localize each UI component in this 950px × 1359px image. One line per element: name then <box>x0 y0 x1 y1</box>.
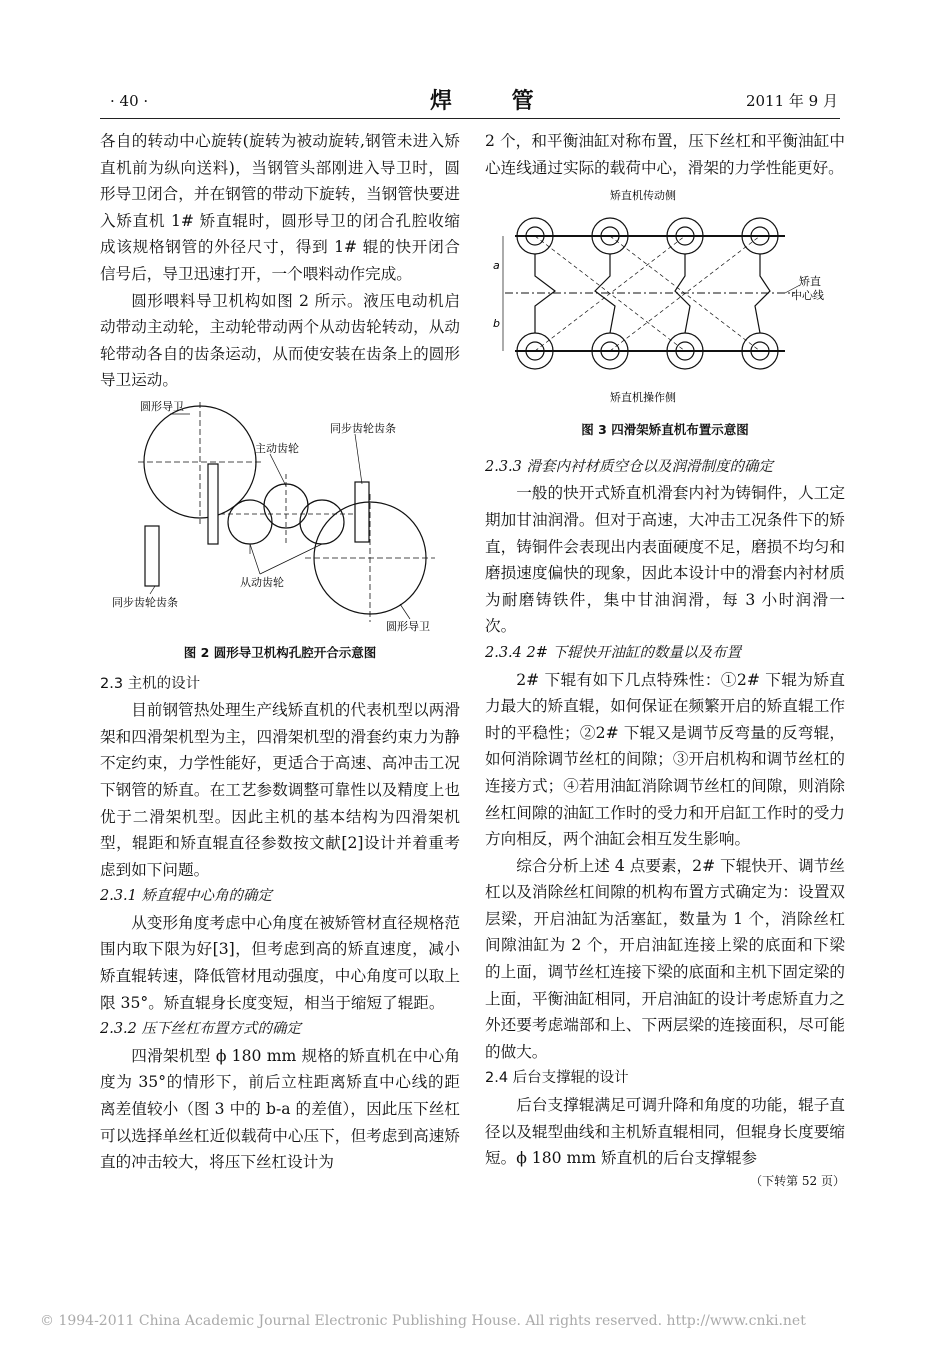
section-heading-2-3-1: 2.3.1 矫直辊中心角的确定 <box>100 888 273 905</box>
right-column <box>485 128 845 1190</box>
figure-2-caption: 图 2 圆形导卫机构孔腔开合示意图 <box>183 644 377 660</box>
header-rule <box>100 118 840 119</box>
fig2-label-driven-gear: 从动齿轮 <box>240 575 284 589</box>
figure-3-caption: 图 3 四滑架矫直机布置示意图 <box>581 421 749 437</box>
rack-right <box>355 482 369 542</box>
issue-date: 2011 年 9 月 <box>745 92 838 110</box>
section-heading-2-3-4: 2.3.4 2# 下辊快开油缸的数量以及布置 <box>485 644 741 661</box>
rack-lower-left <box>145 526 159 586</box>
paragraph: 后台支撑辊满足可调升降和角度的功能，辊子直径以及辊型曲线和主机矫直辊相同，但辊身长度要缩短。ϕ 180 mm 矫直机的后台支撑辊参 <box>485 1096 845 1168</box>
continued-note: （下转第 52 页） <box>750 1173 845 1188</box>
fig3-label-center-1: 矫直 <box>799 275 821 289</box>
journal-title: 焊 管 <box>430 88 560 114</box>
figure-2-diagram <box>100 394 460 634</box>
figure-3 <box>485 181 845 440</box>
figure-3-diagram <box>485 181 845 411</box>
fig2-label-guide-bottom: 圆形导卫 <box>386 619 430 633</box>
page-header <box>100 82 840 122</box>
fig3-label-bottom: 矫直机操作侧 <box>610 391 676 405</box>
left-column <box>100 128 460 1176</box>
paragraph: 一般的快开式矫直机滑套内衬为铸铜件，人工定期加甘油润滑。但对于高速，大冲击工况条件下的矫直，铸铜件会表现出内表面硬度不足，磨损不均匀和磨损速度偏快的现象，因此本设计中的滑套内衬材质为耐磨铸铁件，集中甘油润滑，每 3 小时润滑一次。 <box>485 484 845 636</box>
fig3-label-a: a <box>493 259 500 273</box>
copyright-footer: © 1994-2011 China Academic Journal Electronic Publishing House. All rights reserved. http://www.cnki.net <box>40 1313 806 1329</box>
fig2-label-guide-top: 圆形导卫 <box>140 399 184 413</box>
rack-left <box>208 464 218 544</box>
paragraph: 目前钢管热处理生产线矫直机的代表机型以两滑架和四滑架机型为主，四滑架机型的滑套约束力为静不定约束，力学性能好，更适合于高速、高冲击工况下钢管的矫直。在工艺参数调整可靠性以及精度上也优于二滑架机型。因此主机的基本结构为四滑架机型，辊距和矫直辊直径参数按文献[2]设计并着重考虑到如下问题。 <box>100 701 460 879</box>
fig2-label-sync-rack-bottom: 同步齿轮齿条 <box>112 595 178 609</box>
figure-2 <box>100 394 460 663</box>
section-heading-2-3-3: 2.3.3 滑套内衬材质空仓以及润滑制度的确定 <box>485 458 774 475</box>
paragraph: 从变形角度考虑中心角度在被矫管材直径规格范围内取下限为好[3]，但考虑到高的矫直速度，减小矫直辊转速，降低管材甩动强度，中心角度可以取上限 35°。矫直辊身长度变短，相当于缩短了辊距。 <box>100 913 460 1012</box>
driven-gear-right <box>300 500 344 544</box>
section-heading-2-3: 2.3 主机的设计 <box>100 675 201 692</box>
fig3-label-top: 矫直机传动侧 <box>610 189 676 203</box>
fig3-label-center-2: 中心线 <box>791 289 824 303</box>
driven-gear-left <box>228 500 272 544</box>
paragraph: 2 个，和平衡油缸对称布置，压下丝杠和平衡油缸中心连线通过实际的载荷中心，滑架的力学性能更好。 <box>485 132 845 177</box>
section-heading-2-4: 2.4 后台支撑辊的设计 <box>485 1070 629 1087</box>
paragraph: 综合分析上述 4 点要素，2# 下辊快开、调节丝杠以及消除丝杠间隙的机构布置方式确定为：设置双层梁，开启油缸为活塞缸，数量为 1 个，消除丝杠间隙油缸为 2 个，开启油缸连接上梁的底面和下梁的上面，调节丝杠连接下梁的底面和主机下固定梁的上面，平衡油缸相同，开启油缸的设计考虑矫直力之外还要考虑端部和上、下两层梁的连接面积，尽可能的做大。 <box>485 856 845 1061</box>
page-number: · 40 · <box>110 92 149 110</box>
paragraph: 四滑架机型 ϕ 180 mm 规格的矫直机在中心角度为 35°的情形下，前后立柱距离矫直中心线的距离差值较小（图 3 中的 b-a 的差值），因此压下丝杠可以选择单丝杠近似载荷中心压下，但考虑到高速矫直的冲击较大，将压下丝杠设计为 <box>100 1046 460 1172</box>
paragraph: 2# 下辊有如下几点特殊性：①2# 下辊为矫直力最大的矫直辊，如何保证在频繁开启的矫直辊工作时的平稳性；②2# 下辊又是调节反弯量的反弯辊，如何消除调节丝杠的间隙；③开启机构和调节丝杠的连接方式；④若用油缸消除调节丝杠的间隙，则消除丝杠间隙的油缸工作时的受力和开启缸工作时的受力方向相反，两个油缸会相互发生影响。 <box>485 670 845 849</box>
fig2-label-drive-gear: 主动齿轮 <box>255 441 299 455</box>
fig3-label-b: b <box>493 317 500 331</box>
fig2-label-sync-rack-top: 同步齿轮齿条 <box>330 421 396 435</box>
paragraph: 各自的转动中心旋转(旋转为被动旋转,钢管未进入矫直机前为纵向送料)，当钢管头部刚进入导卫时，圆形导卫闭合，并在钢管的带动下旋转，当钢管快要进入矫直机 1# 矫直辊时，圆形导卫的闭合孔腔收缩成该规格钢管的外径尺寸，得到 1# 辊的快开闭合信号后，导卫迅速打开，一个喂料动作完成。 <box>100 132 460 283</box>
section-heading-2-3-2: 2.3.2 压下丝杠布置方式的确定 <box>100 1021 302 1038</box>
paragraph: 圆形喂料导卫机构如图 2 所示。液压电动机启动带动主动轮，主动轮带动两个从动齿轮转动，从动轮带动各自的齿条运动，从而使安装在齿条上的圆形导卫运动。 <box>100 291 460 390</box>
